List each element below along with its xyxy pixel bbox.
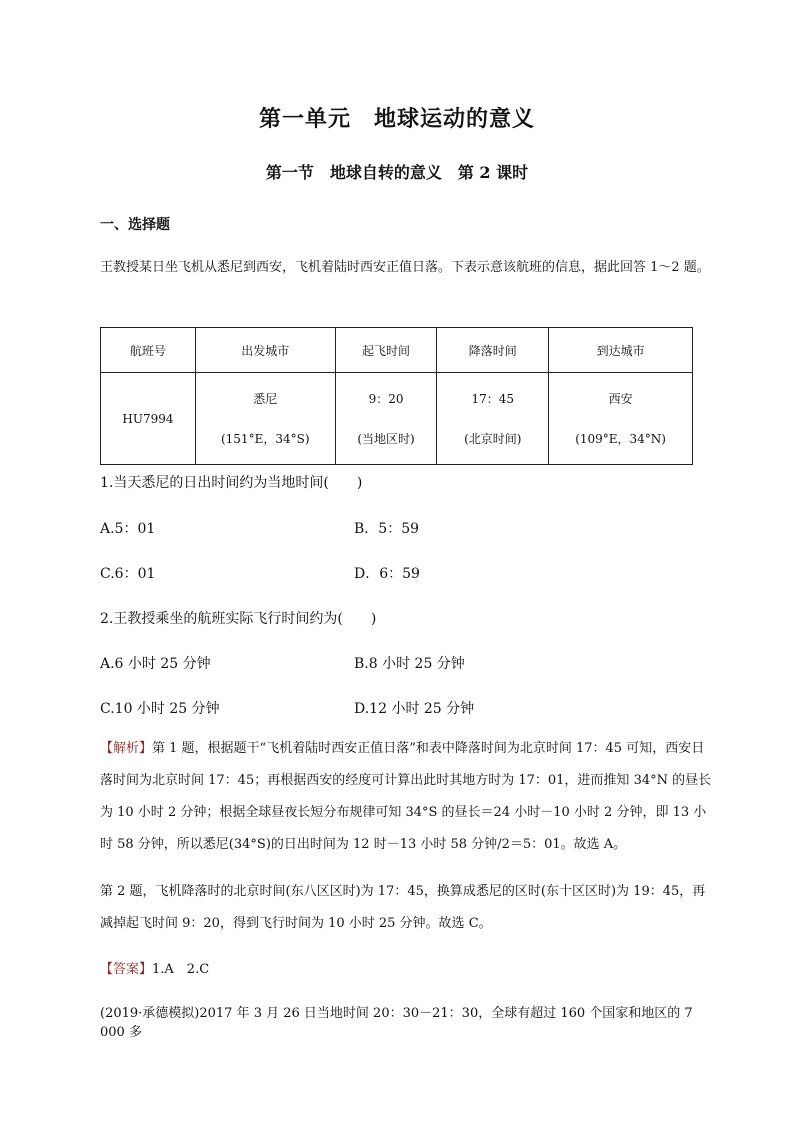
arrive-city-cell [549, 373, 693, 465]
landing-time-cell [437, 373, 549, 465]
header-cell-flight-no: 航班号 [101, 328, 196, 373]
analysis-label: 【解析】 [100, 741, 153, 756]
depart-city-coord: (151°E，34°S) [220, 431, 310, 446]
analysis-text-1: 第 1 题，根据题干“飞机着陆时西安正值日落”和表中降落时间为北京时间 17：45 可知，西安日落时间为北京时间 17：45；再根据西安的经度可计算出此时其地方时为 17：01，进而推知 34°N 的昼长为 10 小时 2 分钟；根据全球昼夜长短分布规律可知 34°S 的昼长＝24 小时－10 小时 2 分钟，即 13 小时 58 分钟，所以悉尼(34°S)的日出时间为 12 时－13 小时 58 分钟/2＝5：01。故选 A。 [100, 741, 712, 852]
section-heading: 一、选择题 [100, 217, 170, 233]
header-cell-depart-city: 出发城市 [195, 328, 335, 373]
flight-info-table [100, 327, 693, 465]
flight-no-cell: HU7994 [101, 373, 196, 465]
next-question-intro: (2019·承德模拟)2017 年 3 月 26 日当地时间 20：30－21：30，全球有超过 160 个国家和地区的 7 000 多 [100, 1006, 693, 1040]
header-cell-arrive-city: 到达城市 [549, 328, 693, 373]
landing-time-note: (北京时间) [464, 431, 522, 446]
lesson-subtitle: 第一节 地球自转的意义 第 2 课时 [265, 163, 529, 182]
q2-option-d: D.12 小时 25 分钟 [354, 701, 475, 717]
unit-title: 第一单元 地球运动的意义 [258, 106, 535, 132]
table-row [101, 373, 693, 465]
header-cell-takeoff-time: 起飞时间 [335, 328, 437, 373]
q1-option-a: A.5：01 [100, 521, 156, 537]
takeoff-time-cell [335, 373, 437, 465]
answer-label: 【答案】 [100, 962, 153, 977]
landing-time-value: 17：45 [471, 391, 515, 406]
q1-option-c: C.6：01 [100, 566, 156, 582]
answer-text: 1.A 2.C [152, 962, 210, 977]
intro-paragraph: 王教授某日坐飞机从悉尼到西安，飞机着陆时西安正值日落。下表示意该航班的信息，据此回答 1～2 题。 [100, 260, 710, 275]
header-cell-landing-time: 降落时间 [437, 328, 549, 373]
q2-option-a: A.6 小时 25 分钟 [100, 656, 211, 672]
analysis-paragraph-1 [100, 733, 716, 861]
q2-option-b: B.8 小时 25 分钟 [354, 656, 465, 672]
takeoff-time-note: (当地区时) [357, 431, 415, 446]
table-header-row [101, 328, 693, 373]
arrive-city-coord: (109°E，34°N) [575, 431, 666, 446]
arrive-city-name: 西安 [608, 391, 633, 406]
q2-option-c: C.10 小时 25 分钟 [100, 701, 220, 717]
question-1-stem: 1.当天悉尼的日出时间约为当地时间( ) [100, 475, 363, 491]
q1-option-b: B．5：59 [354, 521, 420, 537]
depart-city-name: 悉尼 [253, 391, 278, 406]
depart-city-cell [195, 373, 335, 465]
takeoff-time-value: 9：20 [368, 391, 404, 406]
answer-line [100, 954, 716, 986]
q1-option-d: D．6：59 [354, 566, 420, 582]
analysis-paragraph-2: 第 2 题，飞机降落时的北京时间(东八区区时)为 17：45，换算成悉尼的区时(东十区区时)为 19：45，再减掉起飞时间 9：20，得到飞行时间为 10 小时 25 分钟。故选 C。 [100, 884, 706, 931]
question-2-stem: 2.王教授乘坐的航班实际飞行时间约为( ) [100, 611, 377, 627]
